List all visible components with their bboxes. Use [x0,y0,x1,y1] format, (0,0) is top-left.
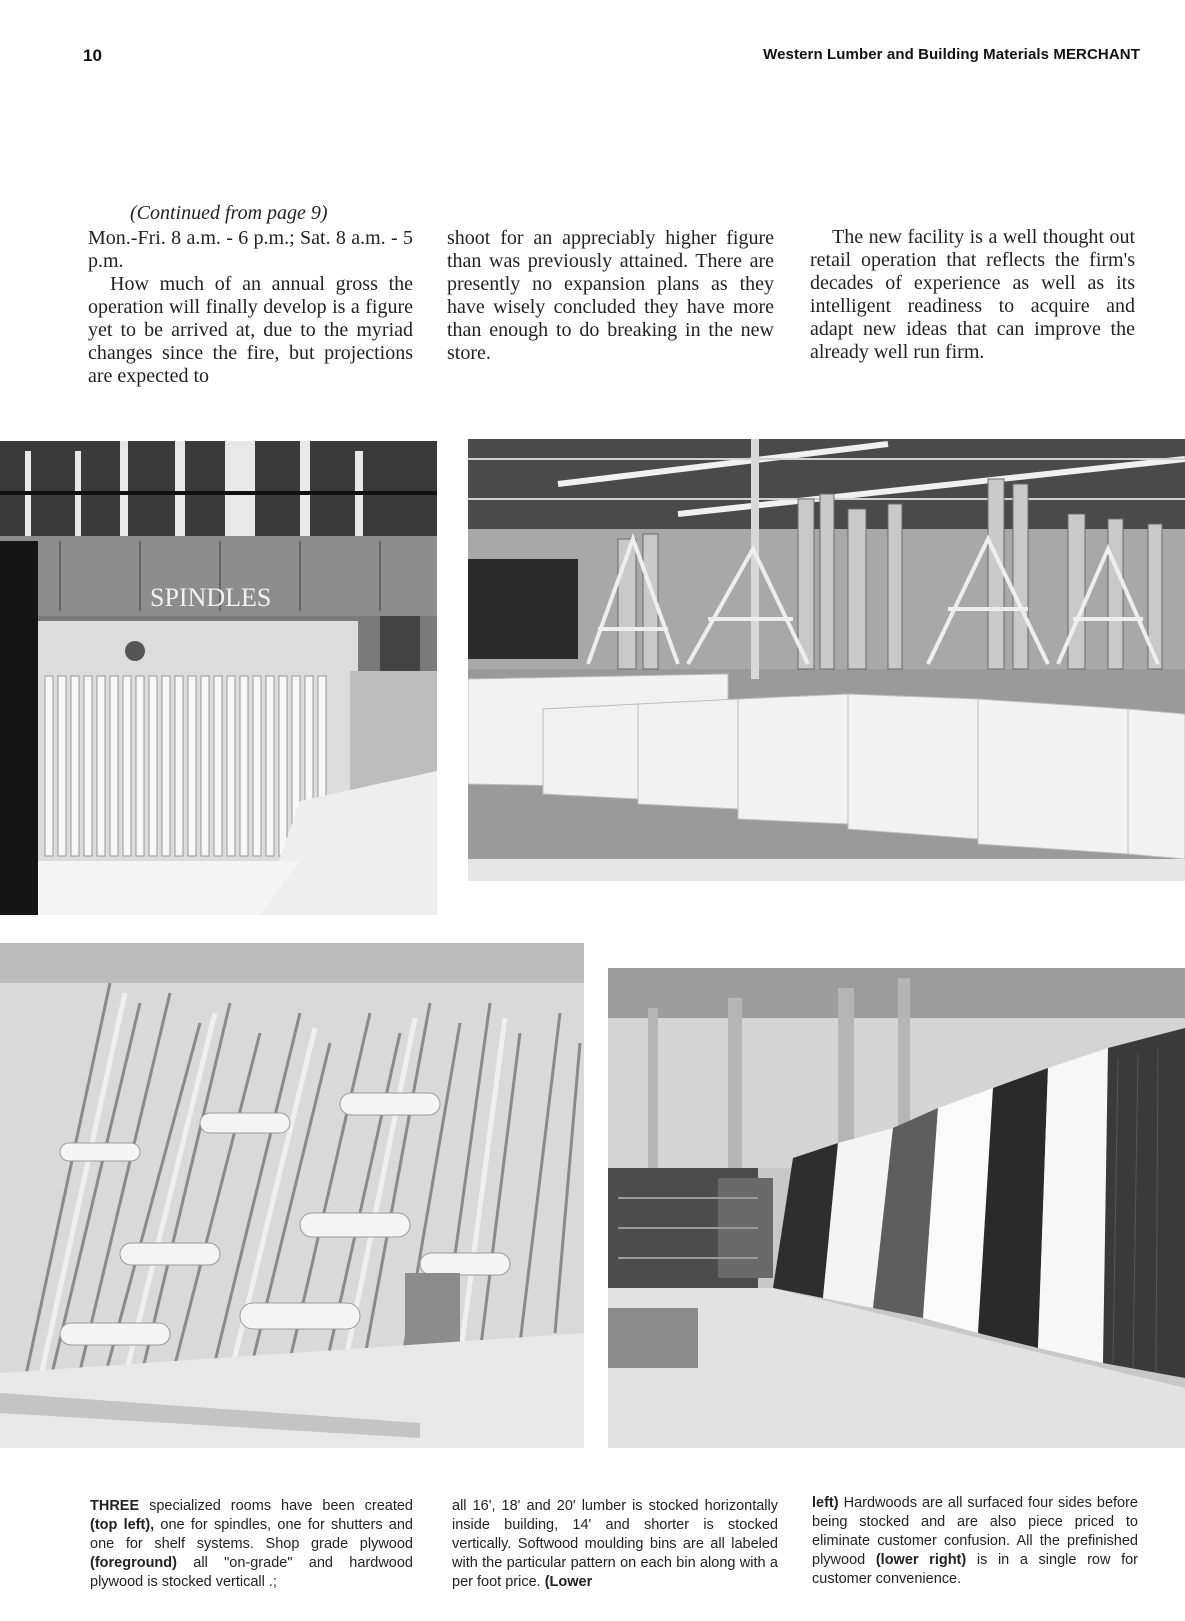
continued-note: (Continued from page 9) [130,202,328,224]
photo-spindles-room [0,441,437,915]
spindles-sign: SPINDLES [150,583,272,612]
caption-column-2: all 16', 18' and 20' lumber is stocked horizontally inside building, 14' and shorter is stocked vertically. Softwood moulding bins are all labeled with the particular pattern on each bin along with a per foot price. (Lower [452,1498,778,1590]
store-hours: Mon.-Fri. 8 a.m. - 6 p.m.; Sat. 8 a.m. - 5 p.m. [88,227,413,272]
publication-title: Western Lumber and Building Materials MERCHANT [763,46,1140,63]
article-column-1 [88,202,413,388]
caption-lead: THREE [90,1498,140,1514]
article-paragraph: How much of an annual gross the operation will finally develop is a figure yet to be arrived at, due to the myriad changes since the fire, but projections are expected to [88,273,413,387]
caption-column-1: THREE specialized rooms have been created (top left), one for spindles, one for shutters and one for shelf systems. Shop grade plywood (foreground) all "on-grade" and hardwood plywood is stocked verticall .; [90,1498,413,1590]
page-number: 10 [83,46,102,65]
article-column-3 [810,226,1135,364]
article-paragraph: The new facility is a well thought out retail operation that reflects the firm's decades of experience as well as its intelligent readiness to acquire and adapt new ideas that can improve the already well run firm. [810,226,1135,363]
article-column-2 [447,227,774,365]
photo-prefinished-plywood [608,968,1185,1448]
article-paragraph: shoot for an appreciably higher figure than was previously attained. There are presently no expansion plans as they have wisely concluded they have more than enough to do breaking in the new store. [447,227,774,364]
photo-lumber-racks [468,439,1185,881]
caption-column-3: left) Hardwoods are all surfaced four sides before being stocked and are also piece priced to eliminate customer confusion. All the prefinished plywood (lower right) is in a single row for customer convenience. [812,1495,1138,1587]
photo-moulding-bins [0,943,584,1448]
